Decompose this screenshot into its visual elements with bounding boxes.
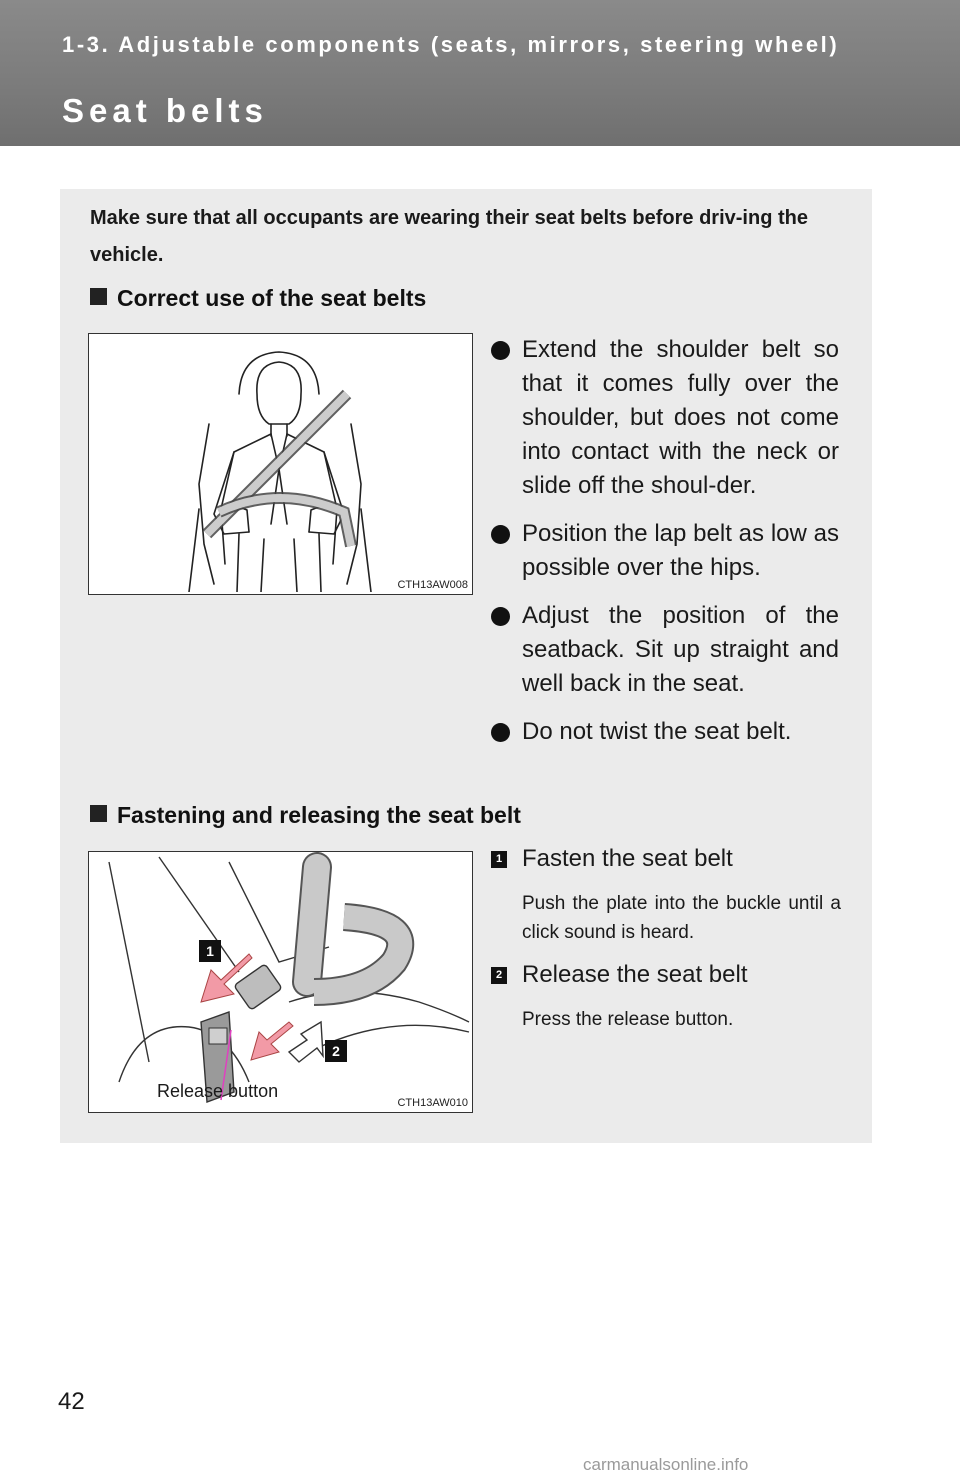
step-number-icon: 1	[491, 851, 507, 868]
step-1	[491, 843, 841, 947]
list-item: Extend the shoulder belt so that it comes fully over the shoulder, but does not come into contact with the neck or slide off the shoul-der.	[491, 333, 839, 503]
page-number: 42	[58, 1388, 85, 1415]
bullet-dot-icon	[491, 341, 510, 360]
square-bullet-icon	[90, 288, 107, 305]
bullet-dot-icon	[491, 607, 510, 626]
step-title: Release the seat belt	[522, 961, 748, 988]
step-title: Fasten the seat belt	[522, 845, 733, 872]
list-item: Adjust the position of the seatback. Sit up straight and well back in the seat.	[491, 599, 839, 701]
square-bullet-icon	[90, 805, 107, 822]
step-badge-1: 1	[199, 940, 221, 962]
bullet-dot-icon	[491, 525, 510, 544]
figure-seated-occupant	[88, 333, 473, 595]
page-header	[0, 0, 960, 146]
figure-code: CTH13AW010	[397, 1097, 468, 1109]
figure-seat-belt-buckle	[88, 851, 473, 1113]
step-description: Press the release button.	[522, 1009, 734, 1030]
seated-person-illustration	[89, 334, 471, 592]
bullet-dot-icon	[491, 723, 510, 742]
step-number-icon: 2	[491, 967, 507, 984]
intro-text: Make sure that all occupants are wearing their seat belts before driv-ing the vehicle.	[90, 207, 808, 266]
page-title: Seat belts	[62, 92, 268, 129]
release-button-label: Release button	[157, 1081, 279, 1101]
step-2	[491, 959, 841, 1034]
step-badge-2: 2	[325, 1040, 347, 1062]
list-item: Do not twist the seat belt.	[491, 715, 839, 749]
section-heading-fastening: Fastening and releasing the seat belt	[90, 802, 521, 829]
list-item: Position the lap belt as low as possible over the hips.	[491, 517, 839, 585]
buckle-illustration	[89, 852, 471, 1110]
bullet-list-correct-use	[491, 333, 839, 763]
section-heading-correct-use: Correct use of the seat belts	[90, 285, 426, 312]
step-description: Push the plate into the buckle until a click sound is heard.	[522, 893, 841, 943]
figure-code: CTH13AW008	[397, 579, 468, 591]
watermark: carmanualsonline.info	[583, 1455, 749, 1474]
chapter-title: 1-3. Adjustable components (seats, mirrors, steering wheel)	[62, 32, 840, 57]
